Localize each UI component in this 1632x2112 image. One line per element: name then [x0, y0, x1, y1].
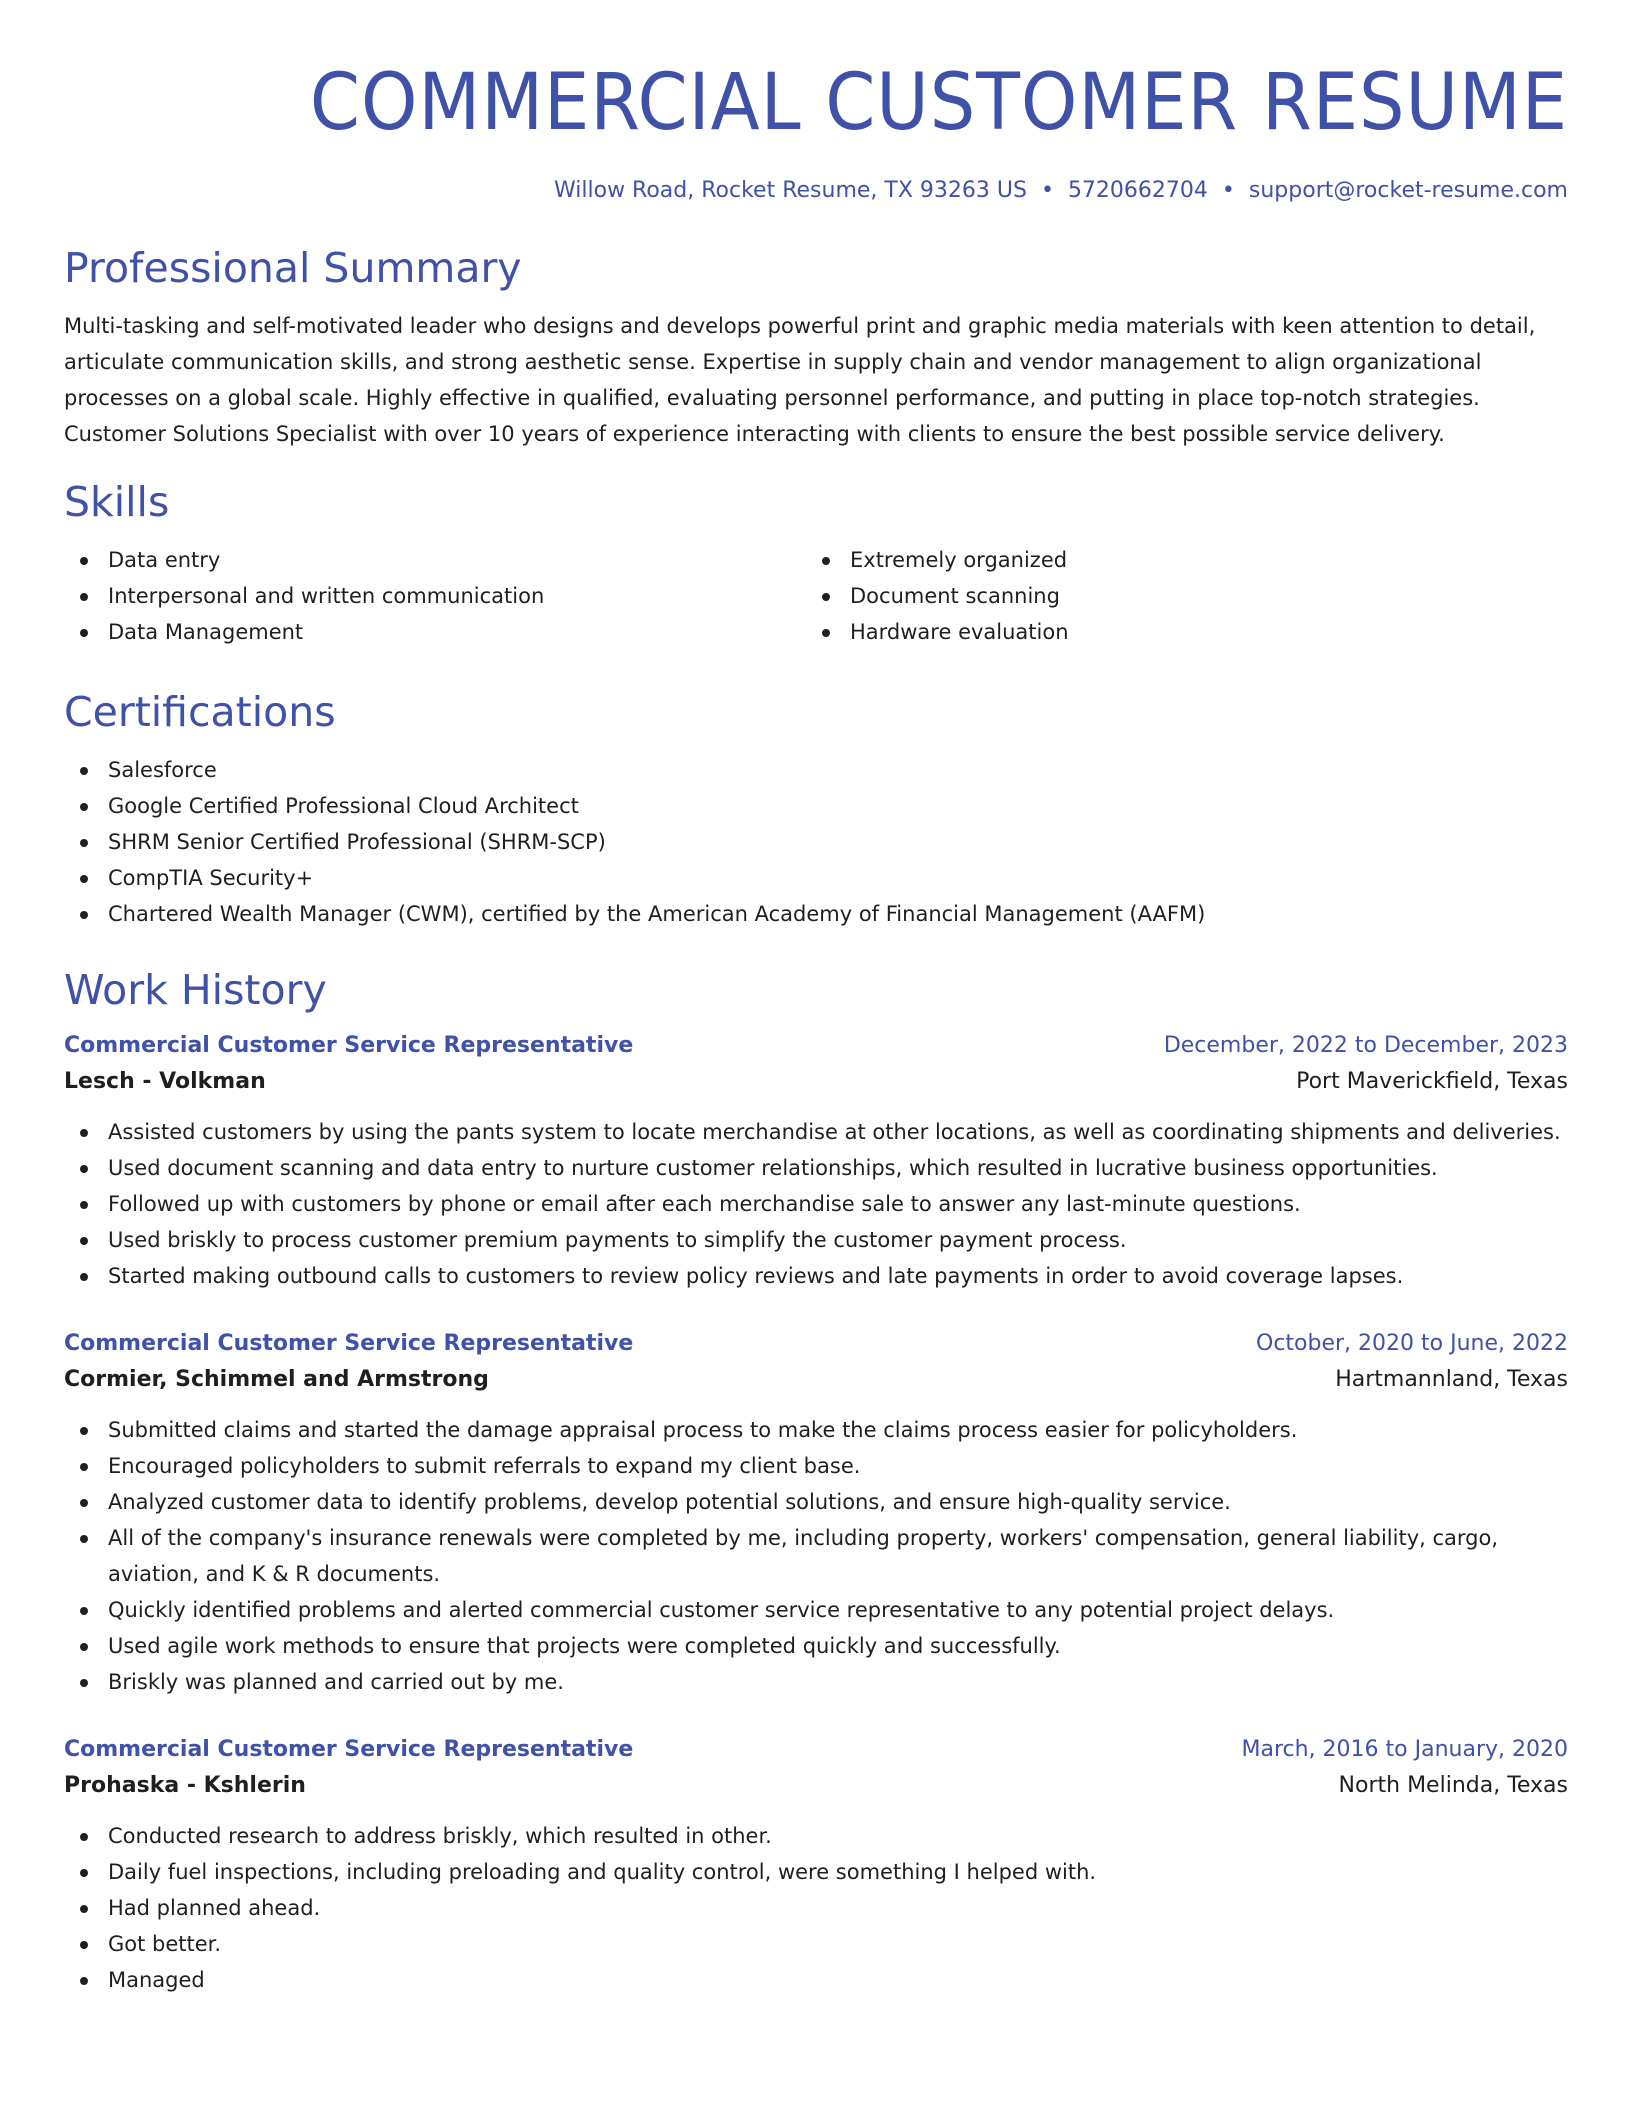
skills-column-left	[64, 542, 806, 650]
certifications-heading: Certifications	[64, 688, 336, 736]
job-header	[64, 1734, 1568, 1766]
job-subheader	[64, 1360, 1568, 1400]
job-dates: December, 2022 to December, 2023	[1163, 1033, 1568, 1058]
skills-list	[64, 542, 1568, 650]
job-header	[64, 1030, 1568, 1062]
skill-item: Extremely organized	[806, 542, 1548, 578]
certifications-list	[64, 752, 1568, 932]
job-bullet: Had planned ahead.	[64, 1890, 1568, 1926]
job-bullet: Followed up with customers by phone or email after each merchandise sale to answer any last-minute questions.	[64, 1186, 1568, 1222]
certification-item: Google Certified Professional Cloud Architect	[64, 788, 1568, 824]
job-entry	[64, 1030, 1568, 1294]
job-bullet: Assisted customers by using the pants system to locate merchandise at other locations, as well as coordinating shipments and deliveries.	[64, 1114, 1568, 1150]
job-bullet: Daily fuel inspections, including preloading and quality control, were something I helped with.	[64, 1854, 1568, 1890]
job-company: Lesch - Volkman	[64, 1069, 266, 1094]
contact-address: Willow Road, Rocket Resume, TX 93263 US	[554, 178, 1027, 203]
skills-column-right	[806, 542, 1548, 650]
summary-text: Multi-tasking and self-motivated leader who designs and develops powerful print and graphic media materials with keen attention to detail, articulate communication skills, and strong aesthetic sense. Expertise in supply chain and vendor management to align organizational processes on a global scale. Highly effective in qualified, evaluating personnel performance, and putting in place top-notch strategies. Customer Solutions Specialist with over 10 years of experience interacting with clients to ensure the best possible service delivery.	[64, 314, 1536, 446]
job-location: Hartmannland, Texas	[1335, 1367, 1568, 1392]
job-company: Prohaska - Kshlerin	[64, 1773, 306, 1798]
contact-line	[64, 176, 1568, 206]
job-bullet: Got better.	[64, 1926, 1568, 1962]
work-history-heading: Work History	[64, 966, 327, 1014]
job-bullets	[64, 1412, 1568, 1700]
job-bullet: Encouraged policyholders to submit referrals to expand my client base.	[64, 1448, 1568, 1484]
certification-item: Salesforce	[64, 752, 1568, 788]
job-company: Cormier, Schimmel and Armstrong	[64, 1367, 489, 1392]
job-location: Port Maverickfield, Texas	[1296, 1069, 1568, 1094]
job-location: North Melinda, Texas	[1338, 1773, 1568, 1798]
contact-separator: •	[1040, 178, 1054, 203]
job-bullet: Conducted research to address briskly, which resulted in other.	[64, 1818, 1568, 1854]
job-subheader	[64, 1766, 1568, 1806]
job-header	[64, 1328, 1568, 1360]
certification-item: SHRM Senior Certified Professional (SHRM-SCP)	[64, 824, 1568, 860]
job-dates: October, 2020 to June, 2022	[1256, 1331, 1568, 1356]
job-bullet: Submitted claims and started the damage appraisal process to make the claims process easier for policyholders.	[64, 1412, 1568, 1448]
job-entry	[64, 1734, 1568, 1998]
job-bullet: All of the company's insurance renewals were completed by me, including property, workers' compensation, general liability, cargo, aviation, and K & R documents.	[64, 1520, 1568, 1592]
job-bullets	[64, 1818, 1568, 1998]
skill-item: Data Management	[64, 614, 806, 650]
skills-heading: Skills	[64, 478, 170, 526]
job-bullet: Started making outbound calls to customers to review policy reviews and late payments in order to avoid coverage lapses.	[64, 1258, 1568, 1294]
skill-item: Document scanning	[806, 578, 1548, 614]
job-subheader	[64, 1062, 1568, 1102]
job-entry	[64, 1328, 1568, 1700]
job-bullet: Briskly was planned and carried out by me.	[64, 1664, 1568, 1700]
certification-item: CompTIA Security+	[64, 860, 1568, 896]
skill-item: Data entry	[64, 542, 806, 578]
job-bullet: Quickly identified problems and alerted commercial customer service representative to any potential project delays.	[64, 1592, 1568, 1628]
skill-item: Hardware evaluation	[806, 614, 1548, 650]
contact-email: support@rocket-resume.com	[1248, 178, 1568, 203]
resume-title: COMMERCIAL CUSTOMER RESUME	[309, 58, 1568, 148]
job-bullet: Analyzed customer data to identify problems, develop potential solutions, and ensure high-quality service.	[64, 1484, 1568, 1520]
certification-item: Chartered Wealth Manager (CWM), certified by the American Academy of Financial Management (AAFM)	[64, 896, 1568, 932]
job-role: Commercial Customer Service Representative	[64, 1033, 634, 1058]
job-dates: March, 2016 to January, 2020	[1241, 1737, 1568, 1762]
contact-phone: 5720662704	[1067, 178, 1208, 203]
job-bullet: Managed	[64, 1962, 1568, 1998]
job-bullet: Used document scanning and data entry to nurture customer relationships, which resulted in lucrative business opportunities.	[64, 1150, 1568, 1186]
job-role: Commercial Customer Service Representative	[64, 1331, 634, 1356]
job-bullets	[64, 1114, 1568, 1294]
summary-heading: Professional Summary	[64, 244, 522, 292]
contact-separator: •	[1221, 178, 1235, 203]
skill-item: Interpersonal and written communication	[64, 578, 806, 614]
job-bullet: Used briskly to process customer premium payments to simplify the customer payment process.	[64, 1222, 1568, 1258]
job-bullet: Used agile work methods to ensure that projects were completed quickly and successfully.	[64, 1628, 1568, 1664]
job-role: Commercial Customer Service Representative	[64, 1737, 634, 1762]
